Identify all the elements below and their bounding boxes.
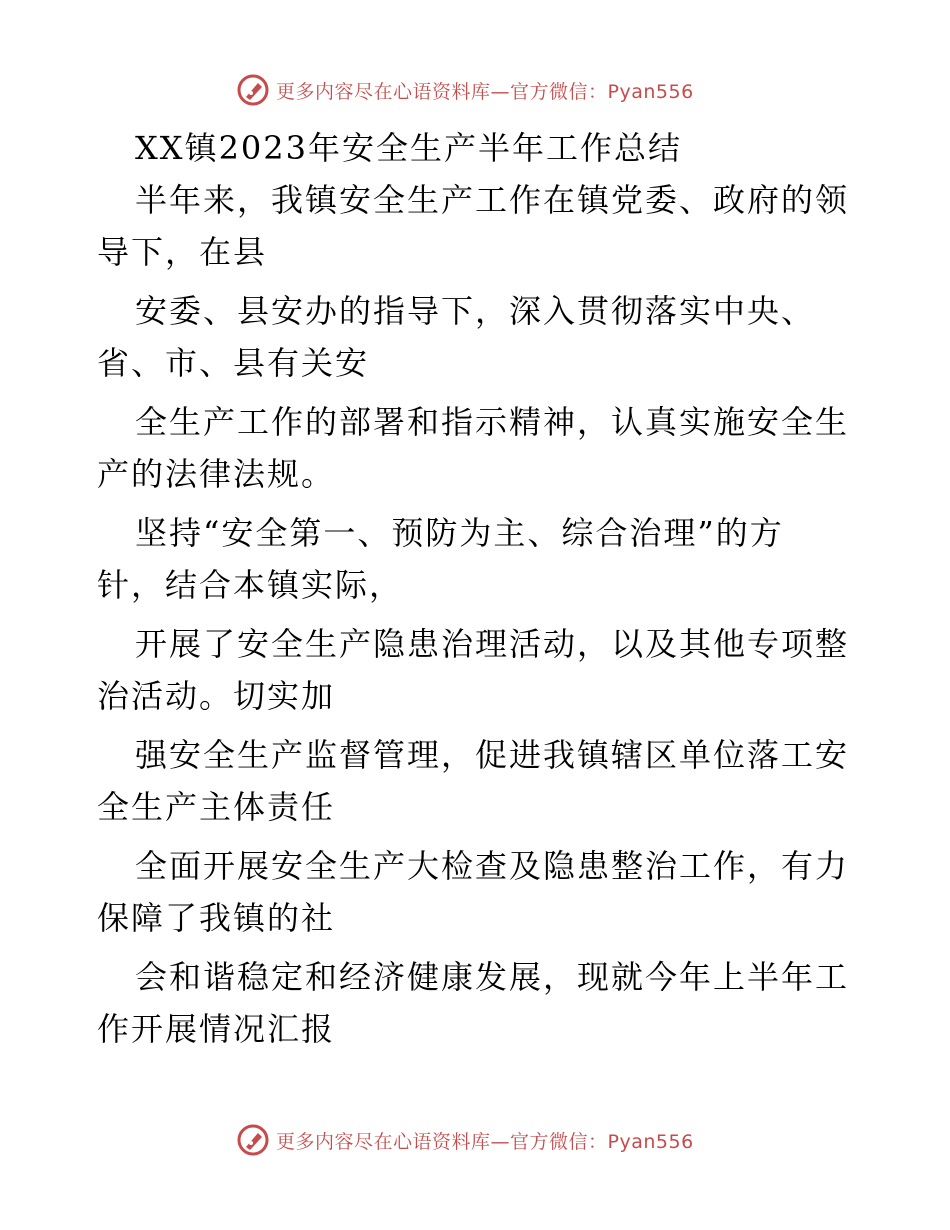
- paragraph-line: 针，结合本镇实际，: [97, 566, 404, 604]
- paragraph-line: 治活动。切实加: [97, 677, 336, 715]
- paragraph-line: 全生产主体责任: [97, 788, 336, 826]
- paragraph-line: 半年来，我镇安全生产工作在镇党委、政府的领: [135, 181, 850, 219]
- document-title: XX镇2023年安全生产半年工作总结: [135, 129, 683, 167]
- document-body: [97, 122, 857, 1055]
- paragraph-line: 会和谐稳定和经济健康发展，现就今年上半年工: [135, 958, 850, 996]
- paragraph-line: 坚持“安全第一、预防为主、综合治理”的方: [135, 514, 784, 552]
- watermark-text: 更多内容尽在心语资料库—官方微信：Pyan556: [276, 80, 694, 103]
- pen-nib-logo-icon: [236, 1123, 270, 1157]
- paragraph-line: 全生产工作的部署和指示精神，认真实施安全生: [135, 403, 850, 441]
- watermark-text: 更多内容尽在心语资料库—官方微信：Pyan556: [276, 1130, 694, 1153]
- paragraph-line: 保障了我镇的社: [97, 899, 336, 937]
- paragraph-line: 开展了安全生产隐患治理活动，以及其他专项整: [135, 625, 850, 663]
- pen-nib-logo-icon: [236, 73, 270, 107]
- paragraph-line: 全面开展安全生产大检查及隐患整治工作，有力: [135, 847, 850, 885]
- paragraph-line: 作开展情况汇报: [97, 1010, 336, 1048]
- header-watermark-banner: [236, 72, 694, 108]
- paragraph-line: 省、市、县有关安: [97, 344, 370, 382]
- footer-watermark-banner: [236, 1122, 694, 1158]
- paragraph-line: 产的法律法规。: [97, 455, 336, 493]
- paragraph-line: 强安全生产监督管理，促进我镇辖区单位落工安: [135, 736, 850, 774]
- paragraph-line: 导下，在县: [97, 233, 268, 271]
- paragraph-line: 安委、县安办的指导下，深入贯彻落实中央、: [135, 292, 816, 330]
